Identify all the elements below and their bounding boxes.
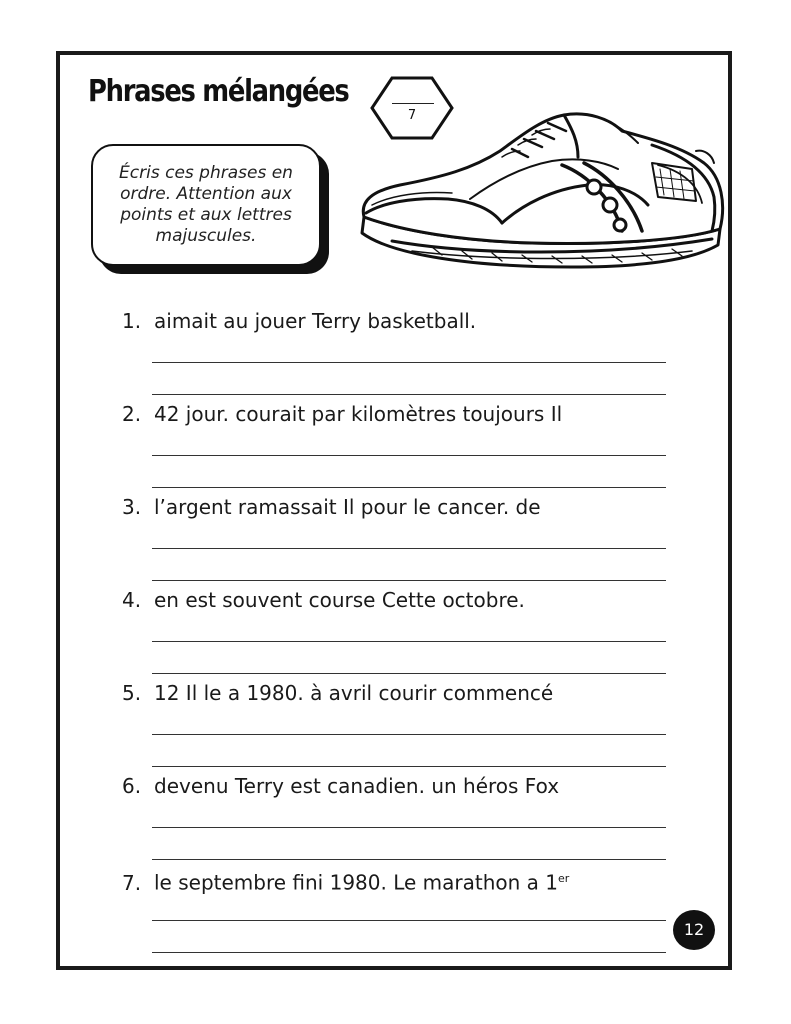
answer-line[interactable] [152,673,666,674]
list-item [122,492,682,585]
sneaker-icon [352,105,730,275]
page-title: Phrases mélangées [88,74,349,109]
item-number: 7. [122,870,142,895]
instructions-box [91,144,321,266]
superscript: er [558,872,570,885]
scrambled-sentence: en est souvent course Cette octobre. [154,588,525,612]
answer-line[interactable] [152,920,666,921]
scrambled-sentence: 12 Il le a 1980. à avril courir commencé [154,681,554,705]
scrambled-sentence: l’argent ramassait Il pour le cancer. de [154,495,541,519]
item-number: 3. [122,495,142,519]
answer-line[interactable] [152,766,666,767]
answer-line[interactable] [152,487,666,488]
answer-blank [392,103,434,104]
scrambled-sentence: aimait au jouer Terry basketball. [154,309,477,333]
item-number: 1. [122,309,142,333]
answer-line[interactable] [152,827,666,828]
answer-line[interactable] [152,455,666,456]
page-number: 12 [673,910,715,950]
item-number: 6. [122,774,142,798]
scrambled-sentence: devenu Terry est canadien. un héros Fox [154,774,560,798]
answer-line[interactable] [152,952,666,953]
answer-line[interactable] [152,641,666,642]
list-item [122,771,682,864]
instructions-text: Écris ces phrases en ordre. Attention aux points et aux lettres majuscules. [119,163,293,246]
scrambled-sentence: le septembre fini 1980. Le marathon a 1 [154,870,559,895]
list-item [122,864,682,957]
list-item [122,585,682,678]
list-item [122,399,682,492]
item-number: 5. [122,681,142,705]
answer-line[interactable] [152,394,666,395]
sentence-list [122,306,682,957]
item-number: 4. [122,588,142,612]
scrambled-sentence: 42 jour. courait par kilomètres toujours Il [154,402,563,426]
answer-line[interactable] [152,859,666,860]
list-item [122,678,682,771]
badge-number: 7 [407,108,417,123]
item-number: 2. [122,402,142,426]
answer-line[interactable] [152,362,666,363]
list-item [122,306,682,399]
answer-line[interactable] [152,548,666,549]
answer-line[interactable] [152,580,666,581]
answer-line[interactable] [152,734,666,735]
